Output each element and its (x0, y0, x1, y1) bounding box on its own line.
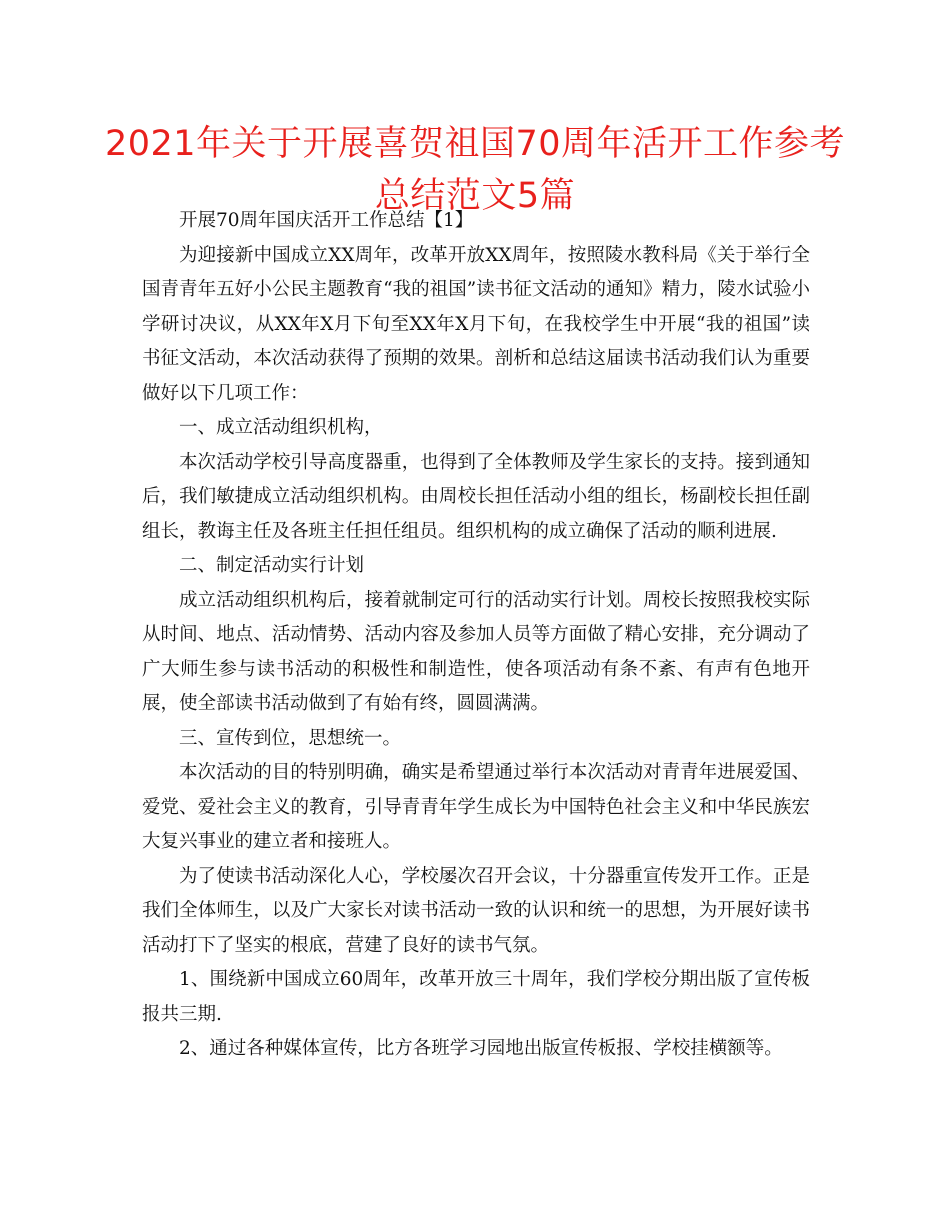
paragraph-purpose: 本次活动的目的特别明确，确实是希望通过举行本次活动对青青年进展爱国、爱党、爱社会主义的教育，引导青青年学生成长为中国特色社会主义和中华民族宏大复兴事业的建立者和接班人。 (142, 762, 810, 852)
document-body (142, 204, 810, 1067)
section-heading-1: 开展70周年国庆活开工作总结【1】 (179, 210, 474, 231)
paragraph-organize: 本次活动学校引导高度器重，也得到了全体教师及学生家长的支持。接到通知后，我们敏捷成立活动组织机构。由周校长担任活动小组的组长，杨副校长担任副组长，教诲主任及各班主任担任组员。组织机构的成立确保了活动的顺利进展. (142, 451, 810, 542)
paragraph-plan: 成立活动组织机构后，接着就制定可行的活动实行计划。周校长按照我校实际从时间、地点、活动情势、活动内容及参加人员等方面做了精心安排，充分调动了广大师生参与读书活动的积极性和制造性，使各项活动有条不紊、有声有色地开展，使全部读书活动做到了有始有终，圆圆满满。 (142, 589, 810, 714)
title-line-2: 总结范文5篇 (374, 176, 576, 216)
paragraph-intro: 为迎接新中国成立XX周年，改革开放XX周年，按照陵水教科局《关于举行全国青青年五好小公民主题教育“我的祖国”读书征文活动的通知》精力，陵水试验小学研讨决议，从XX年X月下旬至XX年X月下旬，在我校学生中开展“我的祖国”读书征文活动，本次活动获得了预期的效果。剖析和总结这届读书活动我们认为重要做好以下几项工作： (142, 244, 810, 404)
list-item-1: 1、围绕新中国成立60周年，改革开放三十周年，我们学校分期出版了宣传板报共三期. (142, 969, 810, 1025)
title-line-1: 2021年关于开展喜贺祖国70周年活开工作参考 (104, 124, 846, 164)
list-item-2: 2、通过各种媒体宣传，比方各班学习园地出版宣传板报、学校挂横额等。 (179, 1038, 783, 1059)
paragraph-publicity: 为了使读书活动深化人心，学校屡次召开会议，十分器重宣传发开工作。正是我们全体师生，以及广大家长对读书活动一致的认识和统一的思想，为开展好读书活动打下了坚实的根底，营建了良好的读书气氛。 (142, 865, 810, 956)
section-heading-organize: 一、成立活动组织机构， (179, 417, 383, 438)
section-heading-publicity: 三、宣传到位，思想统一。 (179, 727, 402, 749)
section-heading-plan: 二、制定活动实行计划 (179, 555, 365, 576)
